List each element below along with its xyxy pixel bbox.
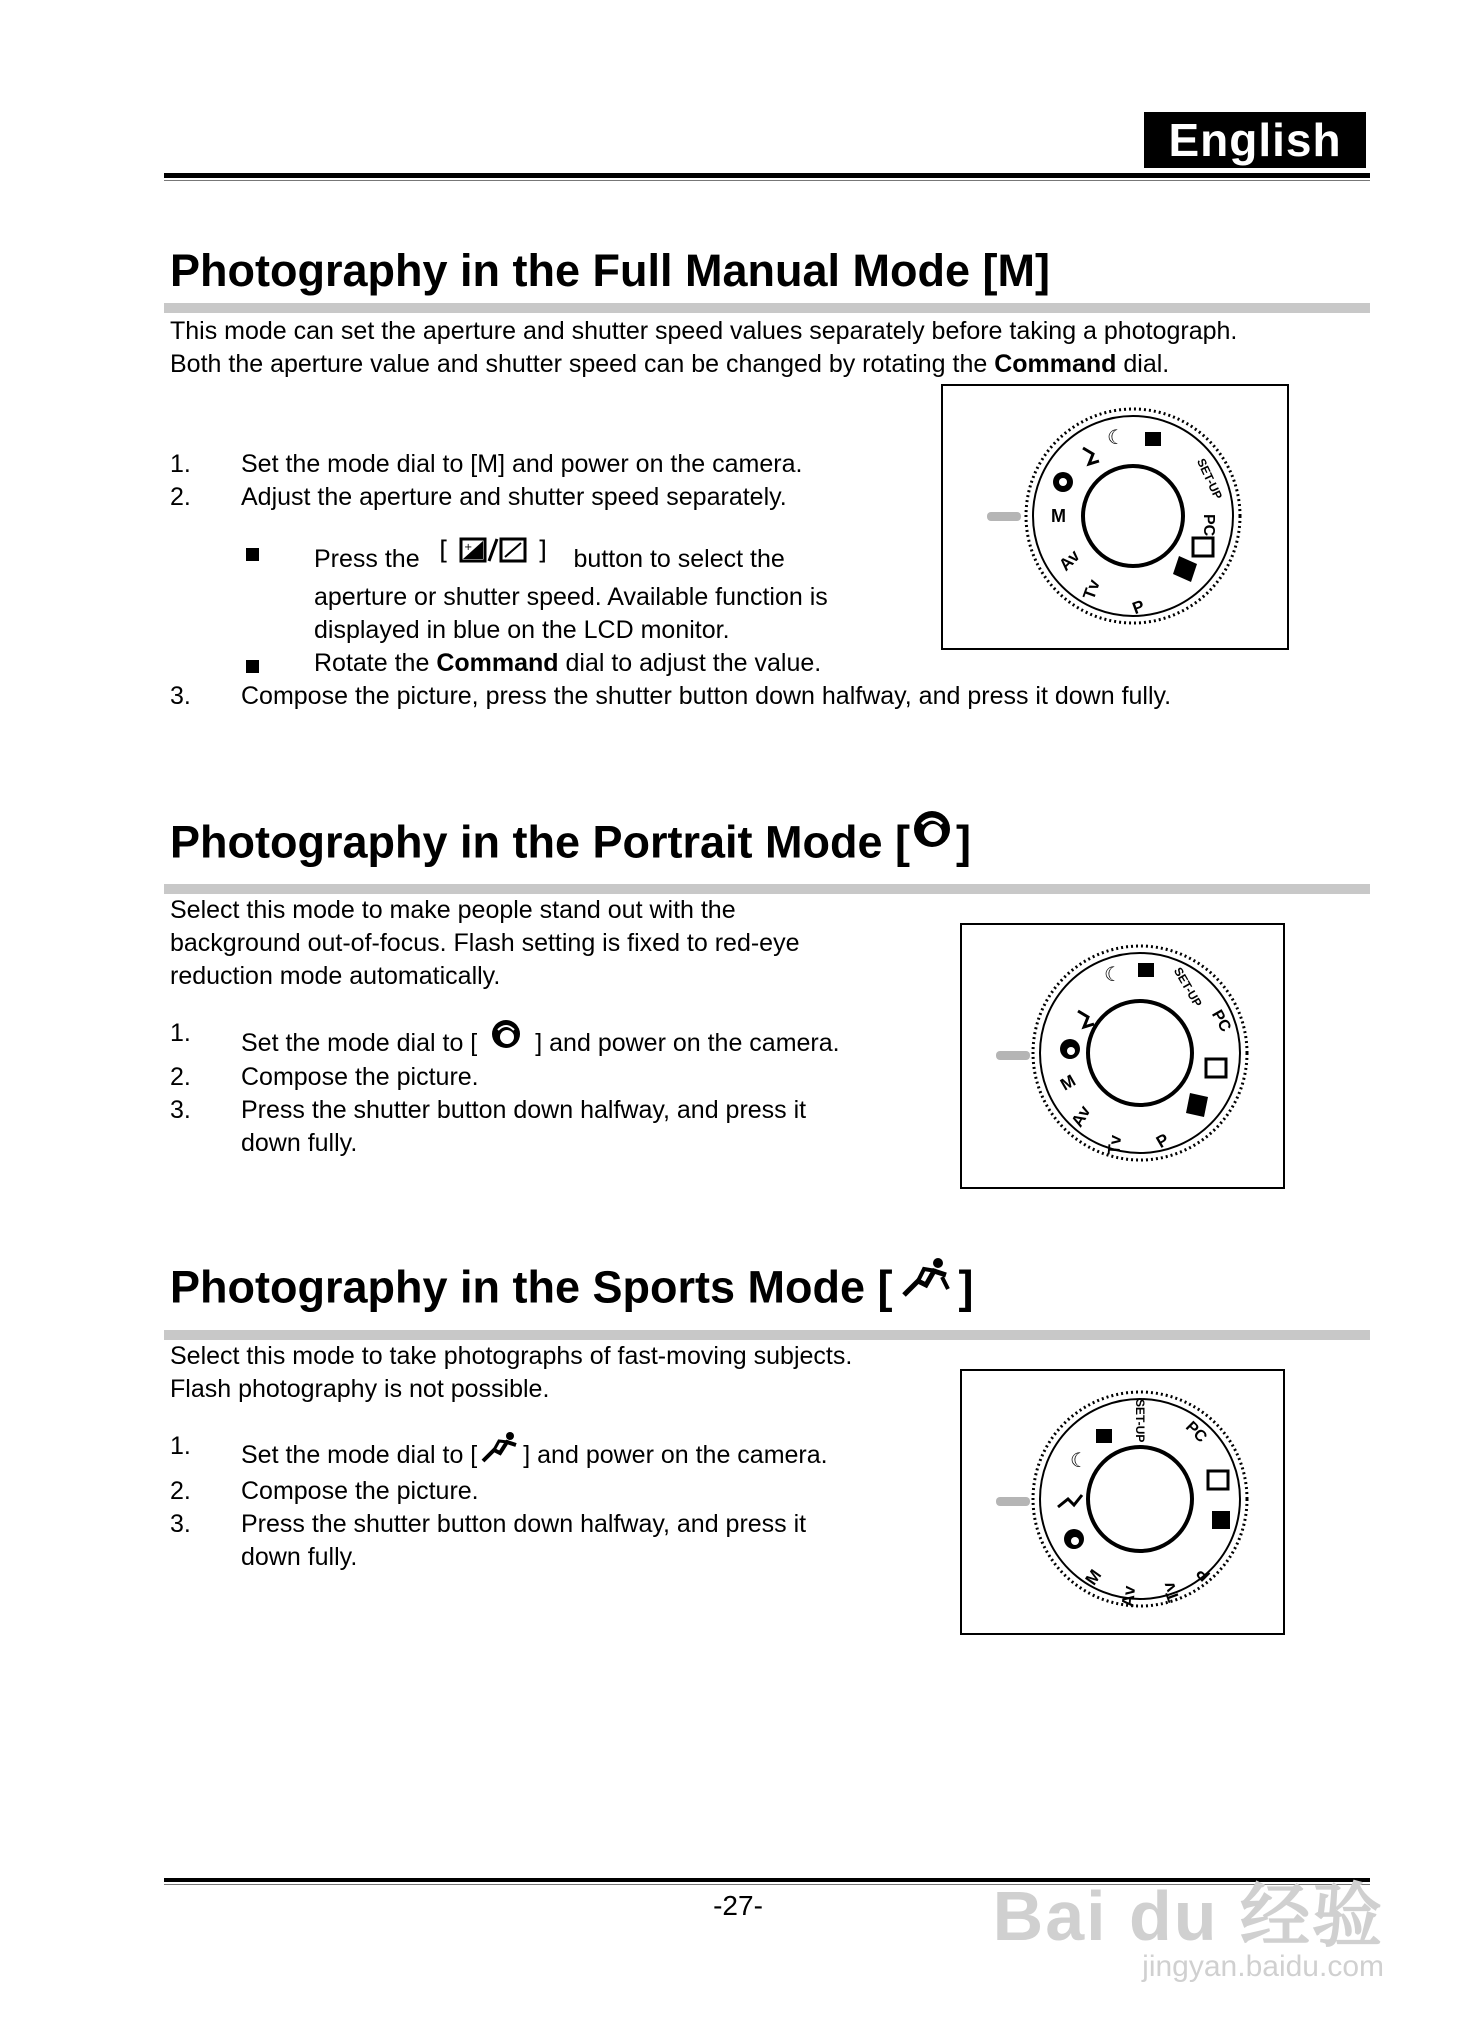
sports-intro-line-1: Select this mode to take photographs of fast-moving subjects. <box>170 1342 853 1370</box>
step-number: 1. <box>170 450 191 478</box>
bullet-icon <box>246 548 259 561</box>
step-number: 3. <box>170 1096 191 1124</box>
language-tag: English <box>1144 112 1366 168</box>
svg-text:P: P <box>1192 1563 1214 1586</box>
portrait-icon <box>489 1017 523 1060</box>
svg-text:PC: PC <box>1182 1418 1210 1447</box>
section-rule-portrait <box>164 884 1370 894</box>
section-title-portrait: Photography in the Portrait Mode [ ] <box>170 808 971 883</box>
bullet-icon <box>246 660 259 673</box>
svg-text:PC: PC <box>1200 514 1217 537</box>
manual-intro-line-1: This mode can set the aperture and shutter speed values separately before taking a photograph. <box>170 317 1238 345</box>
portrait-intro-line-3: reduction mode automatically. <box>170 962 501 990</box>
svg-text:P: P <box>1129 596 1148 619</box>
watermark-brand: Bai du 经验 <box>992 1877 1384 1955</box>
portrait-icon <box>912 808 954 865</box>
manual-intro-line-2: Both the aperture value and shutter speed can be changed by rotating the Command dial. <box>170 350 1170 378</box>
portrait-step-2: Compose the picture. <box>241 1063 479 1091</box>
portrait-step-1: Set the mode dial to [ ] and power on the camera. <box>241 1017 840 1072</box>
header-rule-shadow <box>164 180 1370 181</box>
svg-text:☾: ☾ <box>1104 962 1122 986</box>
mode-dial-figure-portrait <box>960 923 1285 1189</box>
sports-intro-line-2: Flash photography is not possible. <box>170 1375 550 1403</box>
svg-text:☾: ☾ <box>1070 1448 1088 1472</box>
sports-step-2: Compose the picture. <box>241 1477 479 1505</box>
svg-text:Tv: Tv <box>1104 1134 1126 1156</box>
section-rule-manual <box>164 303 1370 313</box>
svg-text:Av: Av <box>1055 546 1084 575</box>
manual-step-1: Set the mode dial to [M] and power on the camera. <box>241 450 803 478</box>
watermark-url: jingyan.baidu.com <box>1142 1950 1384 1983</box>
portrait-intro-line-1: Select this mode to make people stand out with the <box>170 896 736 924</box>
svg-text:SET-UP: SET-UP <box>1133 1399 1147 1443</box>
step-number: 2. <box>170 483 191 511</box>
portrait-step-3: Press the shutter button down halfway, and press it <box>241 1096 807 1124</box>
page-number: -27- <box>713 1890 763 1921</box>
svg-text:Tv: Tv <box>1079 576 1104 603</box>
manual-bullet-1-line-3: displayed in blue on the LCD monitor. <box>314 616 730 644</box>
sports-step-3-line-2: down fully. <box>241 1543 358 1571</box>
svg-text:Tv: Tv <box>1158 1579 1184 1605</box>
step-number: 2. <box>170 1477 191 1505</box>
svg-text:P: P <box>1153 1129 1173 1152</box>
mode-dial-figure-manual <box>941 384 1289 650</box>
step-number: 1. <box>170 1432 191 1460</box>
mode-dial-figure-sports <box>960 1369 1285 1635</box>
svg-text:M: M <box>1081 1565 1106 1589</box>
svg-text:]: ] <box>536 536 547 566</box>
header-rule <box>164 173 1370 178</box>
command-keyword: Command <box>994 350 1117 378</box>
portrait-step-3-line-2: down fully. <box>241 1129 358 1157</box>
exposure-button-icon <box>439 535 555 580</box>
manual-step-3: Compose the picture, press the shutter button down halfway, and press it down fully. <box>241 682 1172 710</box>
manual-bullet-2: Rotate the Command dial to adjust the value. <box>314 649 822 677</box>
step-number: 1. <box>170 1019 191 1047</box>
svg-text:M: M <box>1057 1070 1079 1095</box>
sports-icon <box>479 1430 521 1473</box>
manual-bullet-1: Press the [ + ] button to select the <box>314 535 785 586</box>
step-number: 2. <box>170 1063 191 1091</box>
svg-text:M: M <box>1051 506 1066 526</box>
svg-text:PC: PC <box>1208 1007 1234 1036</box>
manual-step-2: Adjust the aperture and shutter speed separately. <box>241 483 787 511</box>
mode-dial-image <box>962 1371 1283 1633</box>
sports-step-1: Set the mode dial to [ ] and power on the camera. <box>241 1430 828 1483</box>
svg-text:SET-UP: SET-UP <box>1194 456 1226 502</box>
svg-text:+: + <box>463 542 472 553</box>
section-rule-sports <box>164 1330 1370 1340</box>
section-title-manual: Photography in the Full Manual Mode [M] <box>170 245 1050 296</box>
sports-step-3: Press the shutter button down halfway, and press it <box>241 1510 807 1538</box>
sports-icon <box>898 1255 952 1312</box>
manual-bullet-1-line-2: aperture or shutter speed. Available function is <box>314 583 828 611</box>
svg-text:Av: Av <box>1118 1584 1140 1608</box>
portrait-intro-line-2: background out-of-focus. Flash setting is fixed to red-eye <box>170 929 800 957</box>
step-number: 3. <box>170 682 191 710</box>
svg-text:SET-UP: SET-UP <box>1170 964 1205 1010</box>
svg-text:☾: ☾ <box>1107 425 1125 449</box>
mode-dial-image <box>943 386 1287 648</box>
svg-text:Av: Av <box>1067 1102 1095 1131</box>
mode-dial-image <box>962 925 1283 1187</box>
section-title-sports: Photography in the Sports Mode [ ] <box>170 1255 973 1326</box>
svg-text:[: [ <box>438 536 449 566</box>
step-number: 3. <box>170 1510 191 1538</box>
